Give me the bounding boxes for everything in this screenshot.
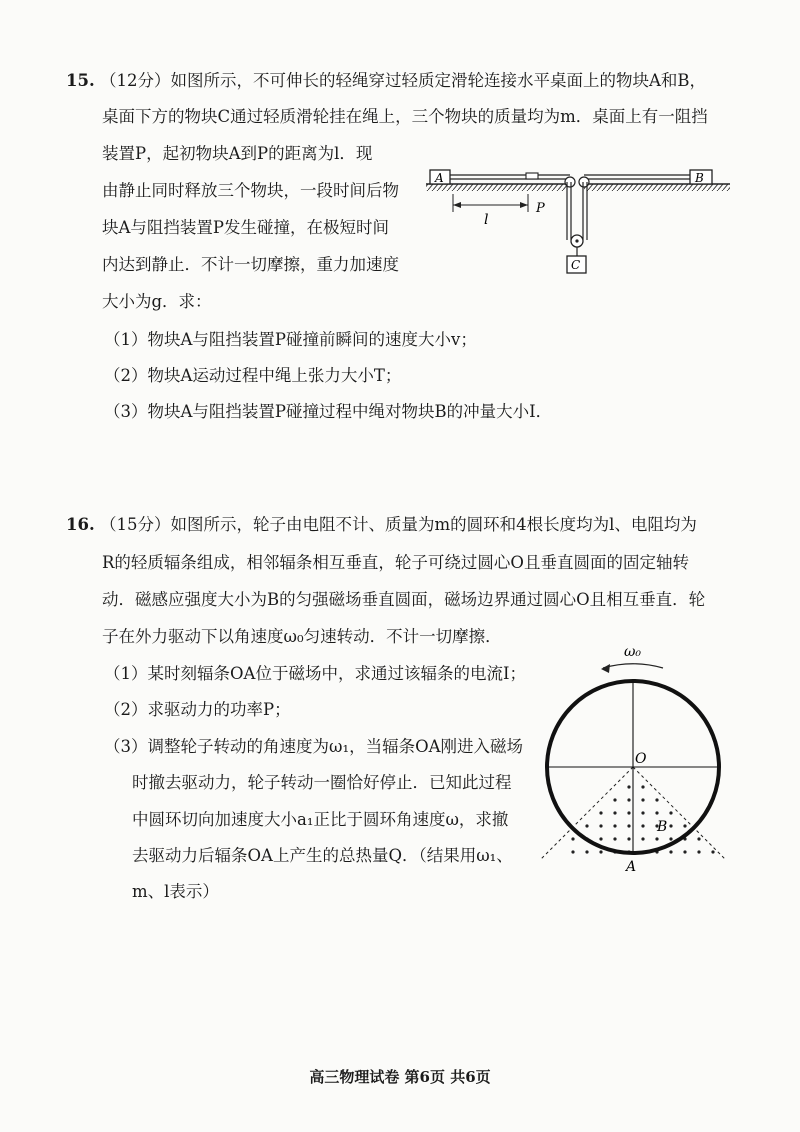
field-dot [669,850,672,853]
q16-number: 16. [66,515,95,534]
label-a: A [435,171,444,185]
field-dot [585,824,588,827]
q15-line-3: 装置P，起初物块A到P的距离为l．现 [102,144,373,163]
field-dot [711,850,714,853]
label-a-spoke: A [626,859,637,875]
q15-line-6: 内达到静止．不计一切摩擦，重力加速度 [102,255,399,274]
q16-sub-3-line-3: 中圆环切向加速度大小a₁正比于圆环角速度ω，求撤 [132,810,509,829]
q16-sub-3-line-4: 去驱动力后辐条OA上产生的总热量Q．（结果用ω₁、 [132,846,513,865]
field-dot [669,824,672,827]
field-dot [655,811,658,814]
field-dot [641,785,644,788]
field-dot [669,837,672,840]
q16-line-4: 子在外力驱动下以角速度ω₀匀速转动．不计一切摩擦． [102,627,502,646]
q16-line-2: R的轻质辐条组成，相邻辐条相互垂直，轮子可绕过圆心O且垂直圆面的固定轴转 [102,553,689,572]
label-c: C [571,258,581,272]
field-dot [683,824,686,827]
label-p: P [536,201,545,216]
q16-sub-2: （2）求驱动力的功率P； [104,700,291,719]
q16-sub-3: （3）调整轮子转动的角速度为ω₁，当辐条OA刚进入磁场 [104,737,524,756]
page-footer: 高三物理试卷 第6页 共6页 [309,1068,491,1086]
q15-text-1: （12分）如图所示，不可伸长的轻绳穿过轻质定滑轮连接水平桌面上的物块A和B， [99,71,707,90]
q16-sub-3-line-2: 时撤去驱动力，轮子转动一圈恰好停止．已知此过程 [132,773,512,792]
q15-line-2: 桌面下方的物块C通过轻质滑轮挂在绳上，三个物块的质量均为m．桌面上有一阻挡 [102,107,708,126]
field-dot [627,824,630,827]
label-o: O [635,751,647,767]
q16-sub-3-line-5: m、l表示） [132,882,219,901]
q16-sub-1: （1）某时刻辐条OA位于磁场中，求通过该辐条的电流I； [104,664,526,683]
field-dot [613,837,616,840]
q15-sub-2: （2）物块A运动过程中绳上张力大小T； [104,366,402,385]
rotation-arrow [603,664,663,668]
blocking-device-p [526,173,538,179]
table-left [426,184,567,191]
field-dot [669,811,672,814]
field-dot [613,824,616,827]
q15-line-4: 由静止同时释放三个物块，一段时间后物 [102,181,399,200]
field-dot [627,811,630,814]
q16-text-1: （15分）如图所示，轮子由电阻不计、质量为m的圆环和4根长度均为l、电阻均为 [99,515,697,534]
q15-sub-1: （1）物块A与阻挡装置P碰撞前瞬间的速度大小v； [104,330,477,349]
label-b: B [695,171,704,185]
field-dot [697,850,700,853]
q16-line-3: 动．磁感应强度大小为B的匀强磁场垂直圆面，磁场边界通过圆心O且相互垂直．轮 [102,590,706,609]
field-dot [683,850,686,853]
field-dot [613,798,616,801]
field-dot [599,850,602,853]
q15-pulley-figure [418,160,738,280]
field-dot [599,824,602,827]
field-dot [655,798,658,801]
field-dot [627,837,630,840]
field-dot [627,798,630,801]
q15-line-7: 大小为g．求： [102,292,212,311]
field-boundary-right [633,767,726,860]
q15-sub-3: （3）物块A与阻挡装置P碰撞过程中绳对物块B的冲量大小I． [104,402,553,421]
field-dot [627,785,630,788]
q15-line-1 [66,70,706,92]
q16-wheel-figure [538,642,738,877]
field-dot [571,850,574,853]
label-omega0: ω₀ [624,644,642,660]
field-dot [585,850,588,853]
field-dot [641,824,644,827]
field-dot [571,837,574,840]
field-dot [697,837,700,840]
field-dot [613,811,616,814]
table-right [584,184,730,191]
field-dot [599,837,602,840]
field-dot [599,811,602,814]
q15-number: 15. [66,71,95,90]
field-dot [641,837,644,840]
q16-line-1 [66,514,697,536]
field-boundary-left [540,767,633,860]
label-b-field: B [657,819,668,835]
field-dot [641,811,644,814]
label-l: l [484,212,489,228]
field-dot [655,837,658,840]
field-dot [641,798,644,801]
q15-line-5: 块A与阻挡装置P发生碰撞，在极短时间 [102,218,390,237]
